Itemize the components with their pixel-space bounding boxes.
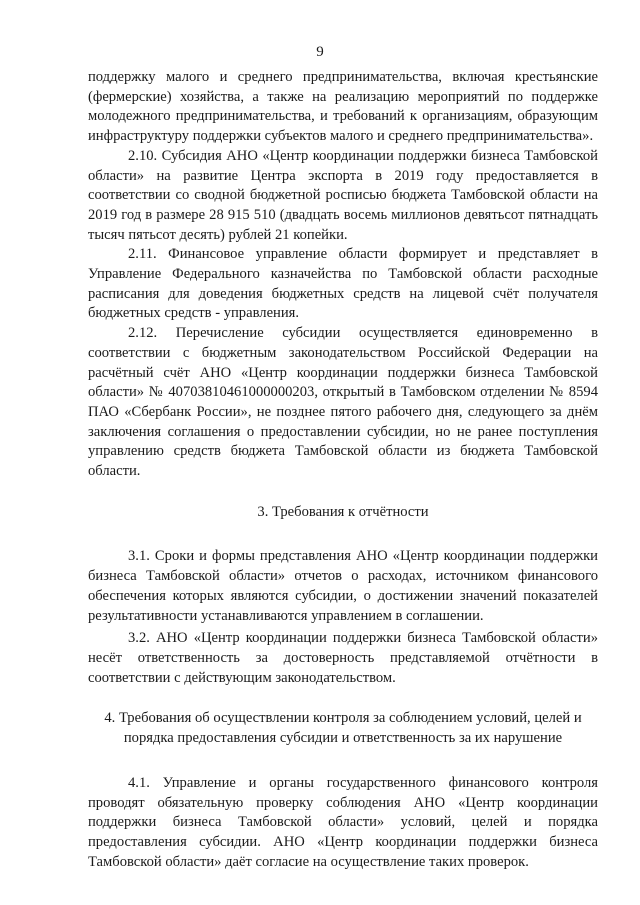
paragraph-continuation: поддержку малого и среднего предпринимательства, включая крестьянские (фермерские) хозяйства, а также на реализацию мероприятий по поддержке молодежного предпринимательства, и требований к организациям, образующим инфраструктуру поддержки субъектов малого и среднего предпринимательства». (88, 69, 598, 145)
section-heading-4: 4. Требования об осуществлении контроля за соблюдением условий, целей и порядка предоставления субсидии и ответственность за их нарушение (104, 710, 582, 747)
section-heading-3: 3. Требования к отчётности (257, 503, 429, 520)
paragraph-3-2: 3.2. АНО «Центр координации поддержки бизнеса Тамбовской области» несёт ответственность за достоверность представляемой отчётности в соответствии с действующим законодательством. (88, 630, 598, 686)
paragraph-2-11: 2.11. Финансовое управление области формирует и представляет в Управление Федерального казначейства по Тамбовской области расходные расписания для доведения бюджетных средств на лицевой счёт получателя бюджетных средств - управления. (88, 246, 598, 322)
paragraph-3-1: 3.1. Сроки и формы представления АНО «Центр координации поддержки бизнеса Тамбовской области» отчетов о расходах, источником финансового обеспечения которых являются субсидии, о достижении значений показателей результативности устанавливаются управлением в соглашении. (88, 548, 598, 624)
document-body (88, 68, 598, 872)
paragraph-4-1: 4.1. Управление и органы государственного финансового контроля проводят обязательную проверку соблюдения АНО «Центр координации поддержки бизнеса Тамбовской области» условий, целей и порядка предоставления субсидии. АНО «Центр координации поддержки бизнеса Тамбовской области» даёт согласие на осуществление таких проверок. (88, 774, 598, 870)
page-number: 9 (316, 44, 324, 60)
paragraph-2-10: 2.10. Субсидия АНО «Центр координации поддержки бизнеса Тамбовской области» на развитие Центра экспорта в 2019 году предоставляется в соответствии со сводной бюджетной росписью бюджета Тамбовской области на 2019 год в размере 28 915 510 (двадцать восемь миллионов девятьсот пятнадцать тысяч пятьсот десять) рублей 21 копейки. (88, 147, 598, 243)
paragraph-2-12: 2.12. Перечисление субсидии осуществляется единовременно в соответствии с бюджетным законодательством Российской Федерации на расчётный счёт АНО «Центр координации поддержки бизнеса Тамбовской области» № 40703810461000000203, открытый в Тамбовском отделении № 8594 ПАО «Сбербанк России», не позднее пятого рабочего дня, следующего за днём заключения соглашения о предоставлении субсидии, но не ранее поступления управлению средств бюджета Тамбовской области из бюджета Тамбовской области. (88, 325, 598, 480)
